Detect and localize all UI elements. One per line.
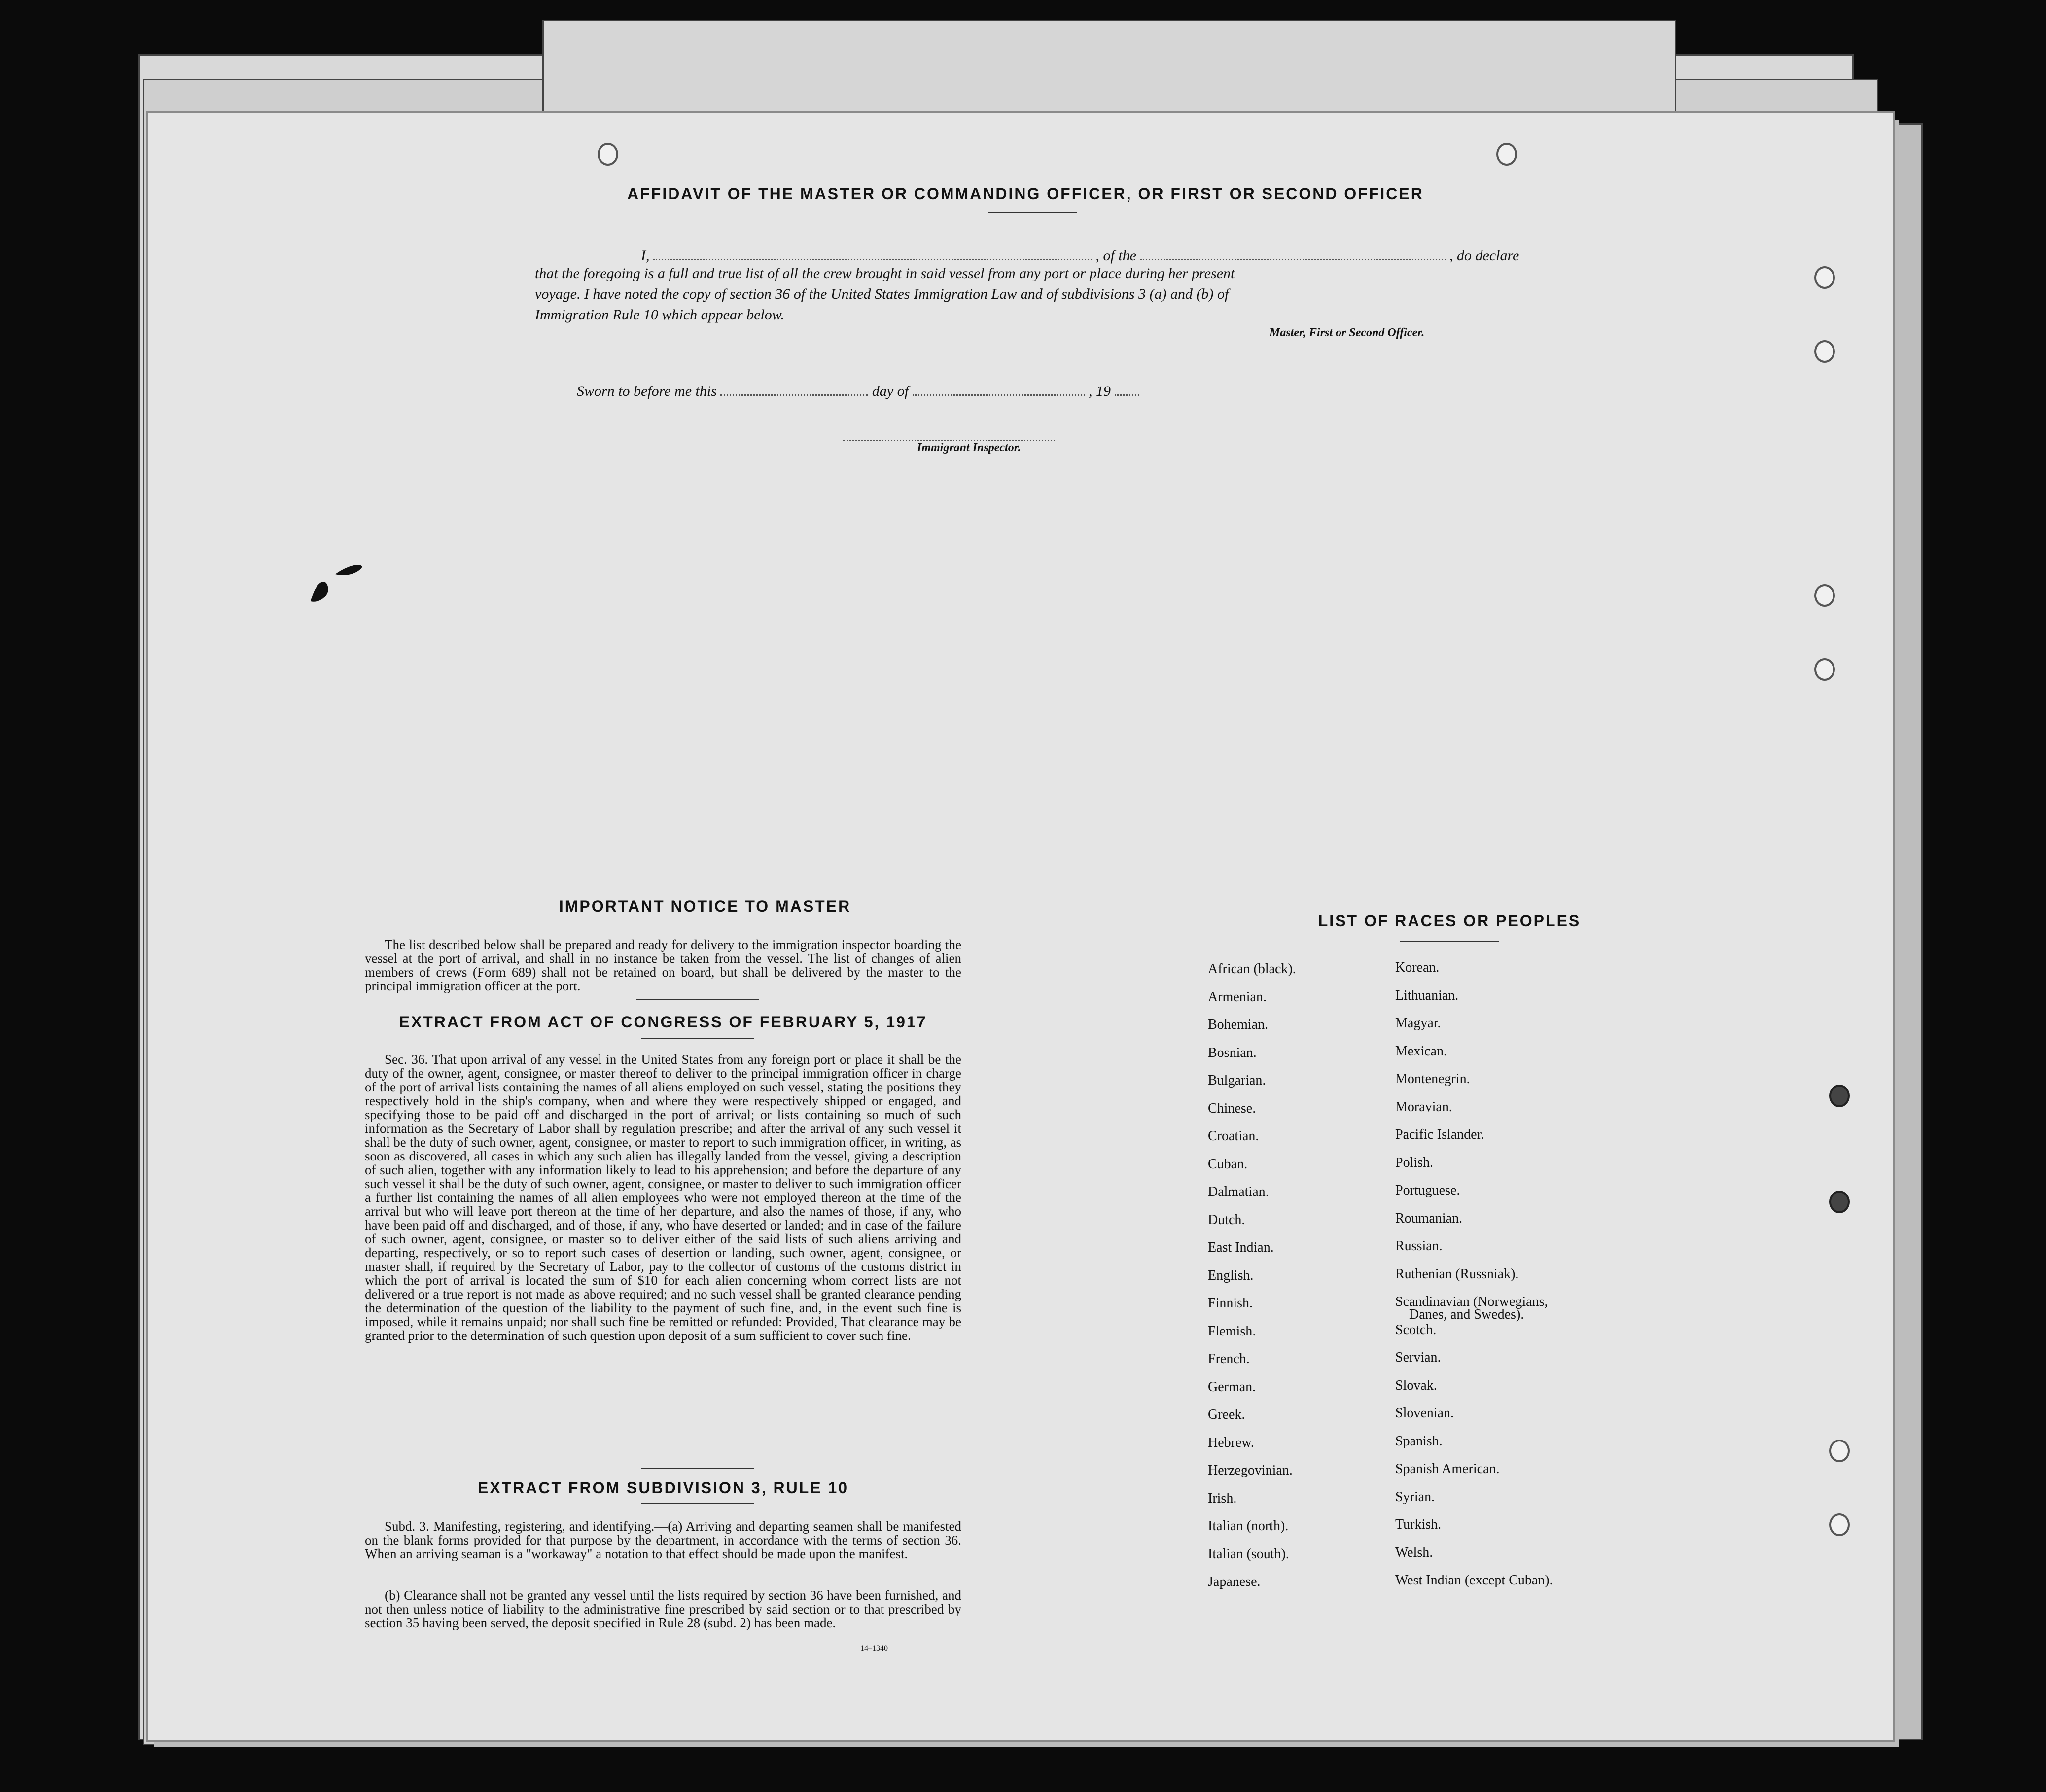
race-item: African (black).: [1208, 961, 1296, 977]
act-title: EXTRACT FROM ACT OF CONGRESS OF FEBRUARY 5, 1917: [399, 1013, 927, 1031]
affidavit-title-rule: [988, 212, 1077, 213]
binder-hole-top: [598, 143, 618, 166]
binder-hole-5: [1829, 1085, 1850, 1107]
race-item: Syrian.: [1395, 1489, 1435, 1505]
race-item: Moravian.: [1395, 1099, 1452, 1115]
race-item: Hebrew.: [1208, 1435, 1254, 1450]
binder-hole-7: [1829, 1440, 1850, 1462]
sworn-month-blank[interactable]: [913, 380, 1085, 396]
binder-hole-1: [1814, 266, 1835, 289]
sworn-day-blank[interactable]: [720, 380, 868, 396]
races-title: LIST OF RACES OR PEOPLES: [1318, 912, 1581, 930]
affidavit-of-the: , of the: [1095, 247, 1136, 264]
race-item: Mexican.: [1395, 1043, 1447, 1059]
race-item: Bosnian.: [1208, 1045, 1257, 1060]
race-item: Dutch.: [1208, 1212, 1245, 1228]
act-title-rule: [641, 1038, 754, 1039]
affidavit-title: AFFIDAVIT OF THE MASTER OR COMMANDING OFFICER, OR FIRST OR SECOND OFFICER: [627, 185, 1424, 203]
back-sheet-top-tab: [542, 20, 1676, 118]
races-title-rule: [1400, 941, 1499, 942]
race-item: Scotch.: [1395, 1322, 1437, 1337]
race-item: Dalmatian.: [1208, 1184, 1269, 1199]
ink-blot: [306, 547, 365, 606]
race-item: Japanese.: [1208, 1574, 1261, 1589]
affidavit-line2: that the foregoing is a full and true list of all the crew brought in said vessel from any port or place during her present: [535, 265, 1235, 281]
race-item: Ruthenian (Russniak).: [1395, 1266, 1519, 1282]
rule-para-b: (b) Clearance shall not be granted any vessel until the lists required by section 36 have been furnished, and not then unless notice of liability to the administrative fine prescribed by said section or to that prescribed by section 35 having been served, the deposit specified in Rule 28 (subd. 2) has been made.: [365, 1588, 961, 1630]
binder-hole-3: [1814, 584, 1835, 607]
year-label: , 19: [1089, 383, 1111, 399]
race-item: Spanish American.: [1395, 1461, 1500, 1476]
rule-title: EXTRACT FROM SUBDIVISION 3, RULE 10: [477, 1479, 849, 1497]
race-item: Lithuanian.: [1395, 987, 1459, 1003]
affidavit-do-declare: , do declare: [1449, 247, 1519, 264]
binder-hole-4: [1814, 658, 1835, 681]
inspector-label: Immigrant Inspector.: [917, 441, 1021, 454]
name-blank[interactable]: [653, 244, 1092, 260]
race-item: Roumanian.: [1395, 1210, 1463, 1226]
race-item: Polish.: [1395, 1155, 1434, 1170]
race-item: Cuban.: [1208, 1156, 1248, 1172]
rule-top-rule: [641, 1468, 754, 1469]
sworn-label: Sworn to before me this: [577, 383, 717, 399]
affidavit-line1: [641, 244, 1519, 264]
form-number: 14–1340: [860, 1644, 888, 1652]
race-item: Magyar.: [1395, 1016, 1441, 1031]
affidavit-line3: voyage. I have noted the copy of section 36 of the United States Immigration Law and of subdivisions 3 (a) and (b) of: [535, 286, 1229, 302]
race-item: Welsh.: [1395, 1545, 1433, 1560]
day-of-label: day of: [872, 383, 909, 399]
sworn-year-blank[interactable]: [1115, 380, 1139, 396]
binder-hole-6: [1829, 1191, 1850, 1213]
notice-title: IMPORTANT NOTICE TO MASTER: [559, 897, 851, 915]
race-item: Pacific Islander.: [1395, 1127, 1484, 1142]
binder-hole-top-right: [1496, 143, 1517, 166]
act-text: Sec. 36. That upon arrival of any vessel in the United States from any foreign port or place it shall be the duty of the owner, agent, consignee, or master thereof to deliver to the principal immigration officer in charge of the port of arrival lists containing the names of all aliens employed on such vessel, stating the positions they respectively hold in the ship's company, when and where they were respectively shipped or engaged, and specifying those to be paid off and discharged in the port of arrival; or lists containing so much of such information as the Secretary of Labor shall by regulation prescribe; and after the arrival of any such vessel it shall be the duty of such owner, agent, consignee, or master to report to such immigration officer, in writing, as soon as discovered, all cases in which any such alien has illegally landed from the vessel, giving a description of such alien, together with any information likely to lead to his apprehension; and before the departure of any such vessel it shall be the duty of such owner, agent, consignee, or master to deliver to such immigration officer a further list containing the names of all alien employees who were not employed thereon at the time of the arrival but who will leave port thereon at the time of her departure, and also the names of those, if any, who have been paid off and discharged, and of those, if any, who have deserted or landed; and in case of the failure of such owner, agent, consignee, or master so to deliver either of the said lists of such aliens arriving and departing, respectively, or so to report such cases of desertion or landing, such owner, agent, consignee, or master shall, if required by the Secretary of Labor, pay to the collector of customs of the customs district in which the port of arrival is located the sum of $10 for each alien concerning whom correct lists are not delivered or a true report is not made as above required; and no such vessel shall be granted clearance pending the determination of the question of the liability to the payment of such fine, and, in the event such fine is imposed, while it remains unpaid; nor shall such fine be remitted or refunded: Provided, That clearance may be granted prior to the determination of such question upon deposit of a sum sufficient to cover such fine.: [365, 1052, 961, 1343]
race-item: Flemish.: [1208, 1323, 1256, 1339]
race-item: Italian (north).: [1208, 1518, 1289, 1534]
race-item: Italian (south).: [1208, 1546, 1289, 1562]
race-item: West Indian (except Cuban).: [1395, 1573, 1553, 1588]
race-item: Chinese.: [1208, 1100, 1256, 1116]
race-item: Montenegrin.: [1395, 1071, 1470, 1087]
binder-hole-8: [1829, 1513, 1850, 1536]
race-item: English.: [1208, 1267, 1254, 1283]
race-item: Finnish.: [1208, 1296, 1253, 1311]
race-item: Croatian.: [1208, 1128, 1259, 1144]
notice-rule: [636, 999, 759, 1000]
race-item: Slovenian.: [1395, 1405, 1454, 1421]
race-item: German.: [1208, 1379, 1256, 1395]
race-item: East Indian.: [1208, 1240, 1274, 1255]
race-item: French.: [1208, 1351, 1250, 1367]
race-item: Scandinavian (Norwegians, Danes, and Swedes).: [1395, 1294, 1548, 1322]
form-page: [148, 113, 1893, 1740]
rule-title-rule: [641, 1503, 754, 1504]
race-item: Herzegovinian.: [1208, 1463, 1293, 1478]
affidavit-i-label: I,: [641, 247, 650, 264]
race-item: Servian.: [1395, 1350, 1441, 1365]
race-item: Spanish.: [1395, 1433, 1443, 1449]
race-item: Armenian.: [1208, 989, 1267, 1005]
sworn-line: [577, 380, 1139, 400]
race-item: Irish.: [1208, 1490, 1237, 1506]
race-item: Bohemian.: [1208, 1017, 1269, 1032]
race-item: Greek.: [1208, 1407, 1245, 1422]
rule-para-a: Subd. 3. Manifesting, registering, and identifying.—(a) Arriving and departing seamen shall be manifested on the blank forms provided for that purpose by the department, in accordance with the terms of section 36. When an arriving seaman is a "workaway" a notation to that effect should be made upon the manifest.: [365, 1519, 961, 1561]
signature-label: Master, First or Second Officer.: [1270, 326, 1425, 339]
race-item: Portuguese.: [1395, 1183, 1460, 1198]
race-item: Bulgarian.: [1208, 1073, 1266, 1088]
binder-hole-2: [1814, 340, 1835, 363]
race-item: Russian.: [1395, 1238, 1443, 1254]
right-edge-sheet: [1893, 123, 1923, 1740]
affidavit-line4: Immigration Rule 10 which appear below.: [535, 307, 785, 323]
vessel-blank[interactable]: [1140, 244, 1446, 260]
race-item: Slovak.: [1395, 1377, 1437, 1393]
race-item: Korean.: [1395, 960, 1440, 975]
notice-text: The list described below shall be prepared and ready for delivery to the immigration inspector boarding the vessel at the port of arrival, and shall in no instance be taken from the vessel. The list of changes of alien members of crews (Form 689) shall not be retained on board, but shall be delivered by the master to the principal immigration officer at the port.: [365, 937, 961, 993]
race-item: Turkish.: [1395, 1517, 1442, 1532]
